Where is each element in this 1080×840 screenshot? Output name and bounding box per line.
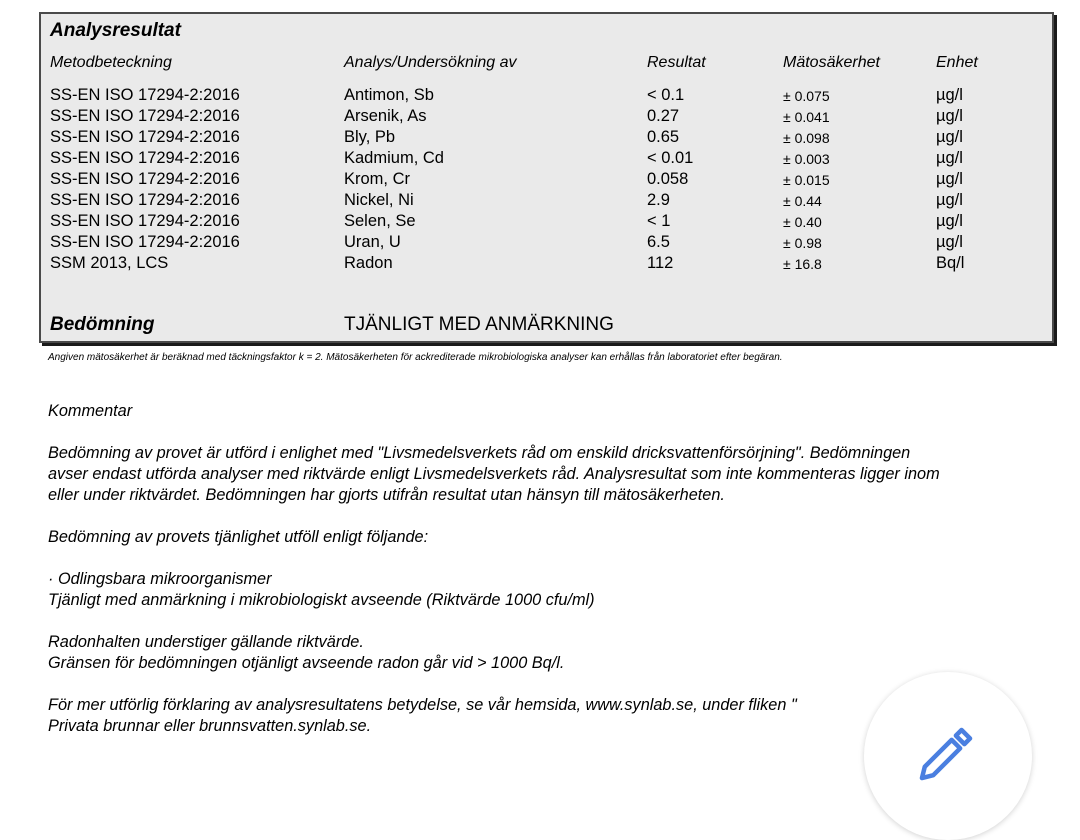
analyte-cell: Selen, Se [344,212,416,230]
analyte-cell: Radon [344,254,393,272]
unit-cell: µg/l [936,86,963,104]
comment-line: Radonhalten understiger gällande riktvärde. [48,633,364,651]
table-row [41,212,1052,233]
pencil-icon [916,724,976,784]
header-analyte: Analys/Undersökning av [344,54,517,71]
comment-line: eller under riktvärdet. Bedömningen har gjorts utifrån resultat utan hänsyn till mätosäkerheten. [48,486,725,504]
table-row [41,128,1052,149]
uncertainty-cell: ± 16.8 [783,256,822,272]
table-row [41,86,1052,107]
assessment-label: Bedömning [50,314,155,335]
table-row [41,149,1052,170]
result-cell: 0.058 [647,170,689,188]
comment-line: Tjänligt med anmärkning i mikrobiologiskt avseende (Riktvärde 1000 cfu/ml) [48,591,595,609]
analysis-results-box [39,12,1054,343]
table-row [41,107,1052,128]
method-cell: SS-EN ISO 17294-2:2016 [50,212,240,230]
analyte-cell: Krom, Cr [344,170,410,188]
method-cell: SS-EN ISO 17294-2:2016 [50,128,240,146]
method-cell: SS-EN ISO 17294-2:2016 [50,107,240,125]
result-cell: 0.27 [647,107,680,125]
comment-heading: Kommentar [48,402,133,420]
comment-line: Privata brunnar eller brunnsvatten.synlab.se. [48,717,372,735]
analyte-cell: Kadmium, Cd [344,149,444,167]
uncertainty-cell: ± 0.075 [783,88,830,104]
uncertainty-cell: ± 0.015 [783,172,830,188]
analyte-cell: Nickel, Ni [344,191,414,209]
results-title: Analysresultat [50,20,181,41]
unit-cell: µg/l [936,170,963,188]
comment-line: Bedömning av provets tjänlighet utföll enligt följande: [48,528,429,546]
uncertainty-cell: ± 0.40 [783,214,822,230]
uncertainty-cell: ± 0.041 [783,109,830,125]
result-cell: < 1 [647,212,671,230]
method-cell: SSM 2013, LCS [50,254,169,272]
method-cell: SS-EN ISO 17294-2:2016 [50,86,240,104]
header-method: Metodbeteckning [50,54,172,71]
comment-line: För mer utförlig förklaring av analysresultatens betydelse, se vår hemsida, www.synlab.se, under fliken " [48,696,797,714]
header-unit: Enhet [936,54,978,71]
unit-cell: µg/l [936,107,963,125]
edit-button[interactable] [864,672,1032,840]
analyte-cell: Arsenik, As [344,107,427,125]
method-cell: SS-EN ISO 17294-2:2016 [50,191,240,209]
result-cell: < 0.01 [647,149,694,167]
analyte-cell: Uran, U [344,233,401,251]
table-row [41,254,1052,275]
assessment-value: TJÄNLIGT MED ANMÄRKNING [344,314,614,335]
uncertainty-cell: ± 0.098 [783,130,830,146]
unit-cell: µg/l [936,128,963,146]
uncertainty-cell: ± 0.003 [783,151,830,167]
comment-line: · Odlingsbara mikroorganismer [48,570,272,588]
unit-cell: µg/l [936,149,963,167]
method-cell: SS-EN ISO 17294-2:2016 [50,170,240,188]
analyte-cell: Bly, Pb [344,128,396,146]
table-row [41,233,1052,254]
result-cell: 6.5 [647,233,670,251]
uncertainty-cell: ± 0.98 [783,235,822,251]
unit-cell: µg/l [936,233,963,251]
result-cell: 0.65 [647,128,680,146]
table-row [41,191,1052,212]
method-cell: SS-EN ISO 17294-2:2016 [50,233,240,251]
comment-line: Gränsen för bedömningen otjänligt avseende radon går vid > 1000 Bq/l. [48,654,565,672]
comment-line: Bedömning av provet är utförd i enlighet med "Livsmedelsverkets råd om enskild dricksvattenförsörjning". Bedömningen [48,444,911,462]
analyte-cell: Antimon, Sb [344,86,434,104]
unit-cell: µg/l [936,212,963,230]
comment-line: avser endast utförda analyser med riktvärde enligt Livsmedelsverkets råd. Analysresultat som inte kommenteras ligger inom [48,465,940,483]
result-cell: 2.9 [647,191,670,209]
uncertainty-footnote: Angiven mätosäkerhet är beräknad med täckningsfaktor k = 2. Mätosäkerheten för ackrediterade mikrobiologiska analyser kan erhållas från laboratoriet efter begäran. [48,352,783,363]
header-uncertainty: Mätosäkerhet [783,54,880,71]
uncertainty-cell: ± 0.44 [783,193,822,209]
header-result: Resultat [647,54,706,71]
table-row [41,170,1052,191]
method-cell: SS-EN ISO 17294-2:2016 [50,149,240,167]
unit-cell: Bq/l [936,254,965,272]
result-cell: 112 [647,254,674,272]
unit-cell: µg/l [936,191,963,209]
result-cell: < 0.1 [647,86,685,104]
